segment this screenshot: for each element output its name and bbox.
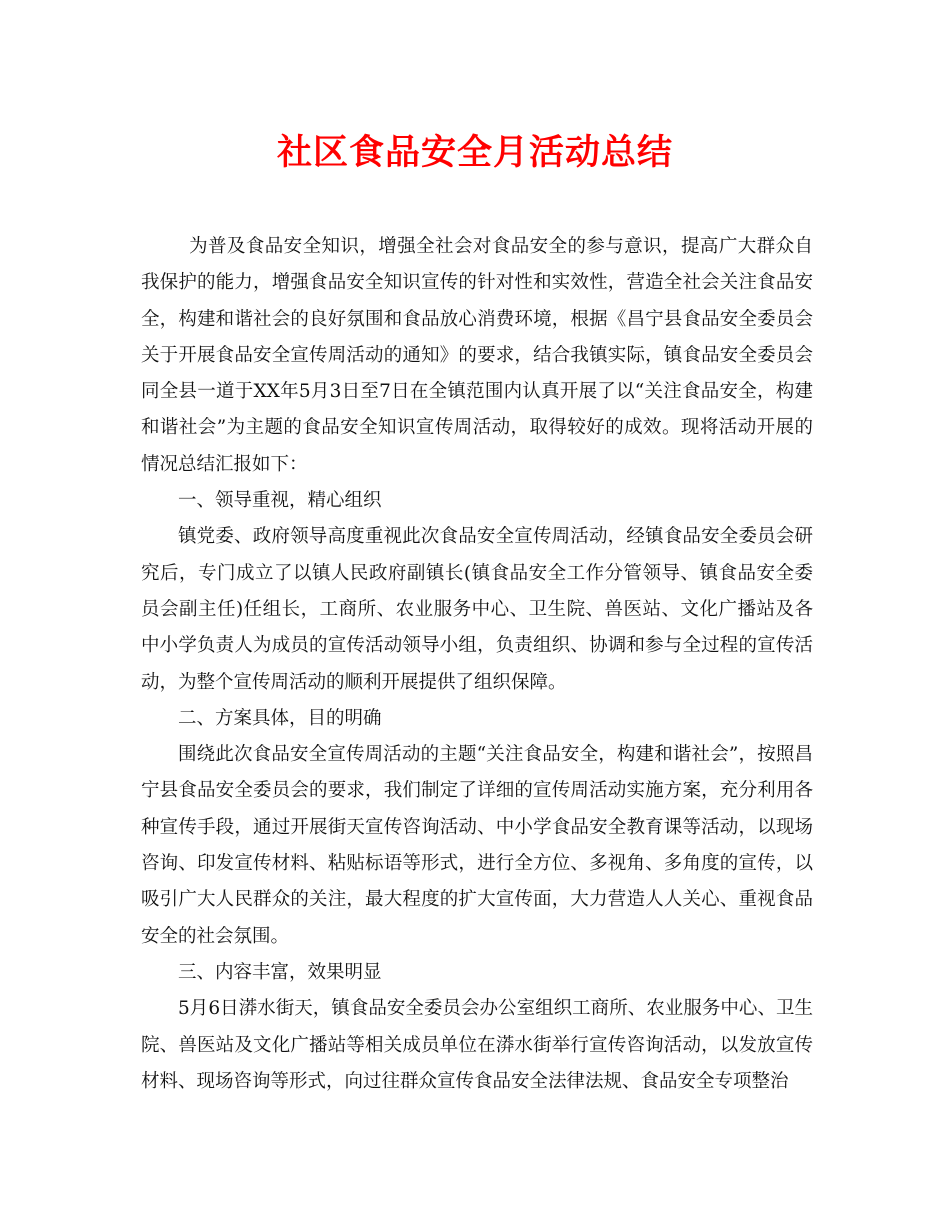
section-heading-3: 三、内容丰富，效果明显: [178, 961, 382, 983]
section-paragraph-2: 围绕此次食品安全宣传周活动的主题“关注食品安全，构建和谐社会”，按照昌宁县食品安全委员会的要求，我们制定了详细的宣传周活动实施方案，充分利用各种宣传手段，通过开展街天宣传咨询活动、中小学食品安全教育课等活动，以现场咨询、印发宣传材料、粘贴标语等形式，进行全方位、多视角、多角度的宣传，以吸引广大人民群众的关注，最大程度的扩大宣传面，大力营造人人关心、重视食品安全的社会氛围。: [141, 744, 813, 947]
section-heading-2: 二、方案具体，目的明确: [178, 707, 382, 729]
document-body: [141, 229, 813, 1100]
section-paragraph-3: 5月6日漭水街天，镇食品安全委员会办公室组织工商所、农业服务中心、卫生院、兽医站及文化广播站等相关成员单位在漭水街举行宣传咨询活动，以发放宣传材料、现场咨询等形式，向过往群众宣传食品安全法律法规、食品安全专项整治: [141, 998, 813, 1092]
section-heading-1: 一、领导重视，精心组织: [178, 490, 382, 512]
section-paragraph-1: 镇党委、政府领导高度重视此次食品安全宣传周活动，经镇食品安全委员会研究后，专门成立了以镇人民政府副镇长(镇食品安全工作分管领导、镇食品安全委员会副主任)任组长，工商所、农业服务中心、卫生院、兽医站、文化广播站及各中小学负责人为成员的宣传活动领导小组，负责组织、协调和参与全过程的宣传活动，为整个宣传周活动的顺利开展提供了组织保障。: [141, 526, 813, 693]
document-title: 社区食品安全月活动总结: [276, 132, 673, 173]
intro-paragraph: 为普及食品安全知识，增强全社会对食品安全的参与意识，提高广大群众自我保护的能力，增强食品安全知识宣传的针对性和实效性，营造全社会关注食品安全，构建和谐社会的良好氛围和食品放心消费环境，根据《昌宁县食品安全委员会关于开展食品安全宣传周活动的通知》的要求，结合我镇实际，镇食品安全委员会同全县一道于XX年5月3日至7日在全镇范围内认真开展了以“关注食品安全，构建和谐社会”为主题的食品安全知识宣传周活动，取得较好的成效。现将活动开展的情况总结汇报如下：: [141, 236, 813, 475]
